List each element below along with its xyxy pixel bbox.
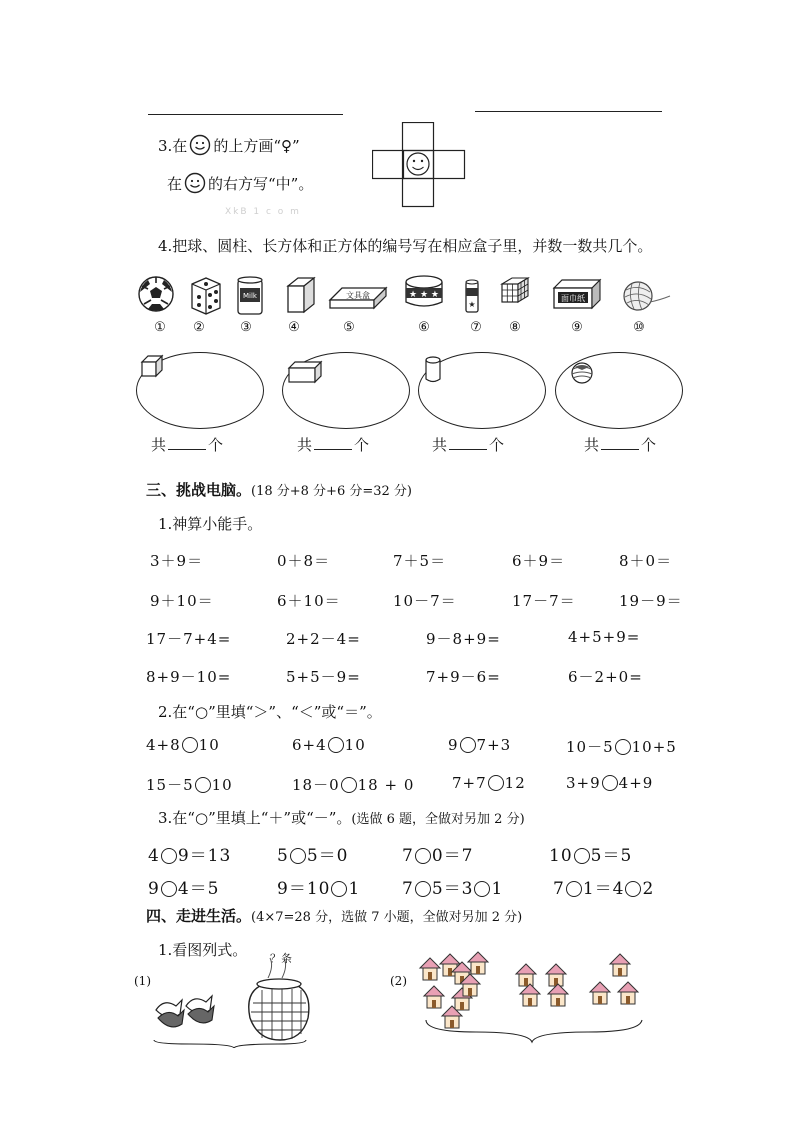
- compare-item: [452, 774, 526, 792]
- calc-item: 2+2－4=: [286, 630, 361, 648]
- answer-circle[interactable]: [182, 737, 198, 753]
- answer-circle[interactable]: [195, 777, 211, 793]
- count-label-2: [297, 434, 369, 455]
- smiley-icon: [184, 172, 206, 194]
- answer-line-left: [148, 114, 343, 115]
- tissue-label: 面巾纸: [561, 294, 585, 303]
- expr-text: 5＝5: [590, 846, 633, 866]
- expr-text: 4＝5: [177, 879, 220, 899]
- answer-circle[interactable]: [161, 881, 177, 897]
- count-blank-2[interactable]: [314, 437, 352, 450]
- expr-text: 1: [348, 879, 361, 899]
- s3q3-heading: [158, 807, 525, 828]
- compare-item: [566, 774, 653, 792]
- section4-score: (4×7=28 分，选做 7 小题，全做对另加 2 分): [251, 910, 523, 925]
- section3-heading: [146, 479, 412, 500]
- round-tin-icon: [406, 276, 442, 306]
- calc-item: 7+9－6=: [426, 668, 501, 686]
- count-blank-3[interactable]: [449, 437, 487, 450]
- object-number-8: ⑧: [509, 320, 521, 335]
- expr-text: 9: [148, 879, 160, 899]
- count-blank-1[interactable]: [168, 437, 206, 450]
- gong-text: 共: [297, 436, 313, 454]
- milk-can-icon: [238, 277, 262, 314]
- ge-text: 个: [208, 436, 224, 454]
- calc-item: 0＋8＝: [277, 552, 331, 570]
- q3-line2-pre: 在: [167, 175, 183, 193]
- answer-circle[interactable]: [341, 777, 357, 793]
- calc-item: 9－8+9=: [426, 630, 501, 648]
- answer-circle[interactable]: [290, 848, 306, 864]
- q3-line2: [167, 172, 313, 194]
- expr-text: 7+3: [476, 736, 512, 754]
- expr-text: 10+5: [631, 738, 677, 756]
- expr-text: 0＝7: [431, 846, 474, 866]
- object-number-3: ③: [240, 320, 252, 335]
- expr-text: 7: [402, 879, 414, 899]
- answer-circle[interactable]: [488, 775, 504, 791]
- tissue-box-icon: [554, 280, 600, 308]
- expr-text: 18－0: [292, 776, 340, 794]
- compare-item: [146, 774, 233, 795]
- expr-text: 1＝4: [582, 879, 625, 899]
- q3-line2-post: 的右方写“中”。: [208, 175, 314, 193]
- sign-item: [549, 841, 632, 866]
- gong-text: 共: [432, 436, 448, 454]
- calc-item: 8＋0＝: [619, 552, 673, 570]
- expr-text: 2: [642, 879, 655, 899]
- calc-item: 6＋9＝: [512, 552, 566, 570]
- object-number-10: ⑩: [633, 320, 645, 335]
- s3q3-title: 3.在“○”里填上“＋”或“－”。: [158, 809, 352, 827]
- section3-score: (18 分+8 分+6 分=32 分): [251, 484, 412, 499]
- expr-text: 4: [148, 846, 160, 866]
- expr-text: 5＝0: [306, 846, 349, 866]
- jar-icon: [249, 958, 309, 1040]
- object-number-9: ⑨: [571, 320, 583, 335]
- compare-item: [146, 736, 220, 754]
- calc-item: 5+5－9=: [286, 668, 361, 686]
- fish-jar-picture: [150, 948, 310, 1048]
- expr-text: 6+4: [292, 736, 327, 754]
- count-label-4: [584, 434, 656, 455]
- stationery-label: 文具盒: [346, 291, 370, 300]
- section4-heading: [146, 905, 522, 926]
- smiley-icon: [189, 134, 211, 156]
- calc-item: 6－2+0=: [568, 668, 643, 686]
- expr-text: 9: [448, 736, 459, 754]
- expr-text: 7+7: [452, 774, 487, 792]
- question-text: ？条: [270, 952, 292, 965]
- expr-text: 9＝13: [177, 846, 232, 866]
- calc-item: 9＋10＝: [150, 592, 214, 610]
- cylinder-icon: [424, 355, 442, 385]
- expr-text: 4+8: [146, 736, 181, 754]
- svg-text:★: ★: [468, 300, 476, 309]
- calc-item: 6＋10＝: [277, 592, 341, 610]
- svg-text:★ ★ ★: ★ ★ ★: [409, 290, 439, 300]
- answer-circle[interactable]: [328, 737, 344, 753]
- expr-text: 5: [277, 846, 289, 866]
- s4q1-title: 1.看图列式。: [158, 941, 248, 959]
- calc-item: 8+9－10=: [146, 668, 232, 686]
- q3-line1-pre: 3.在: [158, 137, 188, 155]
- sign-item: [402, 874, 503, 899]
- compare-item: [566, 736, 677, 757]
- fish-icon: [186, 996, 214, 1023]
- fish-icon: [156, 1000, 184, 1027]
- q4-text: 4.把球、圆柱、长方体和正方体的编号写在相应盒子里，并数一数共几个。: [158, 237, 653, 255]
- box-icon: [288, 278, 314, 312]
- sign-item: [148, 841, 231, 866]
- q3-line1-post: 的上方画“♀”: [213, 137, 300, 155]
- ge-text: 个: [489, 436, 505, 454]
- answer-line-right: [475, 111, 662, 112]
- s3q1-title: 1.神算小能手。: [158, 515, 263, 533]
- smiley-icon: [407, 153, 429, 175]
- compare-item: [292, 774, 414, 795]
- object-number-2: ②: [193, 320, 205, 335]
- expr-text: 10: [549, 846, 573, 866]
- section4-title: 四、走进生活。: [146, 907, 252, 925]
- expr-text: 10: [198, 736, 220, 754]
- sign-item: [277, 874, 360, 899]
- calc-item: 19－9＝: [619, 592, 683, 610]
- expr-text: 7: [553, 879, 565, 899]
- expr-text: 10: [211, 776, 233, 794]
- expr-text: 12: [504, 774, 526, 792]
- picture-1-label: (1): [134, 974, 151, 988]
- cross-grid: [372, 122, 466, 208]
- object-number-7: ⑦: [470, 320, 482, 335]
- watermark: XkB 1 c o m: [225, 207, 301, 217]
- answer-circle[interactable]: [615, 739, 631, 755]
- object-number-4: ④: [288, 320, 300, 335]
- yarn-ball-icon: [624, 282, 670, 310]
- expr-text: 10: [344, 736, 366, 754]
- calc-item: 3＋9＝: [150, 552, 204, 570]
- sign-item: [402, 841, 473, 866]
- answer-circle[interactable]: [460, 737, 476, 753]
- section3-title: 三、挑战电脑。: [146, 481, 252, 499]
- sign-item: [277, 841, 348, 866]
- objects-row: [130, 270, 680, 320]
- expr-text: 4+9: [618, 774, 654, 792]
- expr-text: 3+9: [566, 774, 601, 792]
- expr-text: 5＝3: [431, 879, 474, 899]
- answer-circle[interactable]: [574, 848, 590, 864]
- answer-circle[interactable]: [566, 881, 582, 897]
- ge-text: 个: [354, 436, 370, 454]
- ge-text: 个: [641, 436, 657, 454]
- gong-text: 共: [151, 436, 167, 454]
- answer-circle[interactable]: [625, 881, 641, 897]
- calc-item: 10－7＝: [393, 592, 457, 610]
- gong-text: 共: [584, 436, 600, 454]
- object-number-5: ⑤: [343, 320, 355, 335]
- compare-item: [292, 736, 366, 754]
- cuboid-icon: [287, 360, 325, 384]
- answer-circle[interactable]: [474, 881, 490, 897]
- object-number-1: ①: [154, 320, 166, 335]
- cube-icon: [140, 354, 166, 378]
- q3-line1: [158, 134, 300, 156]
- expr-text: 7: [402, 846, 414, 866]
- count-blank-4[interactable]: [601, 437, 639, 450]
- can-icon: [466, 280, 478, 312]
- object-number-6: ⑥: [418, 320, 430, 335]
- expr-text: 9＝10: [277, 879, 331, 899]
- calc-item: 17－7+4=: [146, 630, 232, 648]
- count-label-3: [432, 434, 504, 455]
- expr-text: 15－5: [146, 776, 194, 794]
- calc-item: 4+5+9=: [568, 628, 641, 646]
- answer-circle[interactable]: [161, 848, 177, 864]
- sign-item: [148, 874, 219, 899]
- calc-item: 7＋5＝: [393, 552, 447, 570]
- s3q2-title: 2.在“○”里填“＞”、“＜”或“＝”。: [158, 703, 382, 721]
- dice-icon: [192, 278, 220, 314]
- answer-circle[interactable]: [602, 775, 618, 791]
- expr-text: 10－5: [566, 738, 614, 756]
- sign-item: [553, 874, 654, 899]
- calc-item: 17－7＝: [512, 592, 576, 610]
- answer-circle[interactable]: [415, 881, 431, 897]
- count-label-1: [151, 434, 223, 455]
- soccer-ball-icon: [139, 277, 173, 311]
- answer-circle[interactable]: [415, 848, 431, 864]
- expr-text: 1: [491, 879, 504, 899]
- stationery-box-icon: [330, 288, 386, 308]
- expr-text: 18 + 0: [357, 776, 415, 794]
- sphere-icon: [570, 361, 594, 385]
- answer-circle[interactable]: [331, 881, 347, 897]
- milk-label: Milk: [243, 292, 257, 300]
- compare-item: [448, 736, 511, 754]
- houses-picture: [416, 946, 648, 1046]
- picture-2-label: (2): [390, 974, 407, 988]
- s3q3-note: (选做 6 题，全做对另加 2 分): [351, 812, 525, 827]
- rubiks-cube-icon: [502, 278, 528, 302]
